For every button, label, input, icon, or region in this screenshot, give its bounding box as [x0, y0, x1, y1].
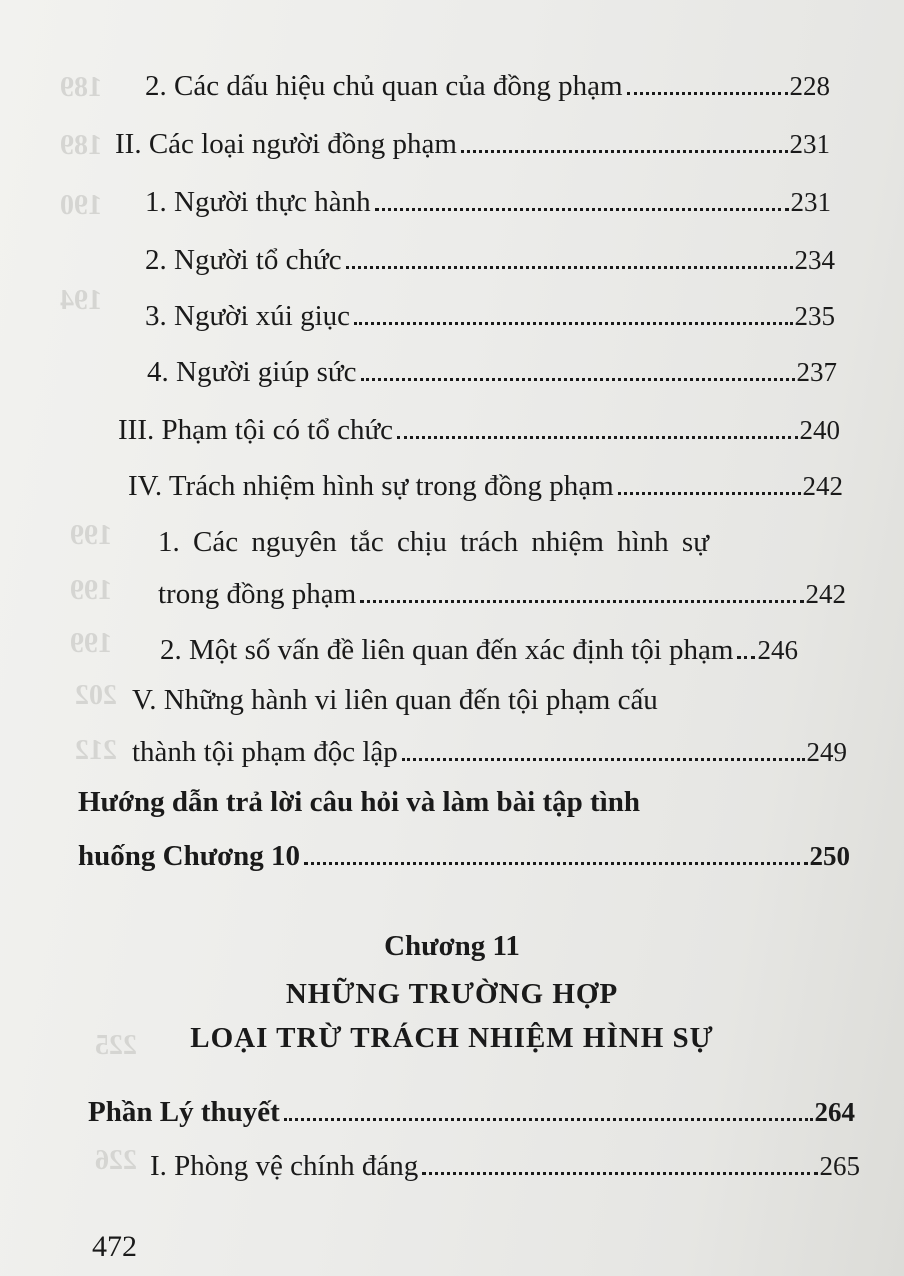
show-through-number: 199: [70, 520, 112, 551]
leader-dots: [375, 208, 789, 211]
toc-entry-page: 242: [802, 471, 843, 501]
leader-dots: [304, 862, 807, 865]
toc-entry-page: 242: [805, 579, 846, 609]
show-through-number: 189: [60, 130, 102, 161]
toc-entry: [145, 302, 835, 331]
toc-entry: [132, 738, 847, 767]
leader-dots: [361, 378, 795, 381]
show-through-number: 199: [70, 628, 112, 659]
toc-entry-page: 235: [794, 301, 835, 331]
toc-entry-title: I. Phòng vệ chính đáng: [150, 1150, 419, 1182]
show-through-number: 212: [75, 735, 117, 766]
toc-entry: [150, 1152, 860, 1181]
toc-entry-title: IV. Trách nhiệm hình sự trong đồng phạm: [128, 470, 614, 502]
chapter-label: Chương 11: [384, 930, 520, 962]
toc-entry: [128, 472, 843, 501]
toc-entry-title: 2. Một số vấn đề liên quan đến xác định tội phạm: [160, 634, 734, 666]
show-through-number: 225: [95, 1030, 137, 1061]
toc-entry: [115, 130, 830, 159]
leader-dots: [618, 492, 801, 495]
toc-entry-title: 2. Người tổ chức: [145, 244, 342, 276]
toc-entry: [78, 842, 850, 871]
toc-entry-title-line1: V. Những hành vi liên quan đến tội phạm cấu: [132, 684, 658, 716]
toc-entry-title-line2: thành tội phạm độc lập: [132, 736, 398, 768]
leader-dots: [737, 656, 755, 659]
toc-entry: [145, 72, 830, 101]
toc-entry: [118, 416, 840, 445]
toc-entry-page: 264: [814, 1097, 855, 1127]
toc-entry-title-line1: 1. Các nguyên tắc chịu trách nhiệm hình sự: [158, 526, 709, 558]
toc-entry-title: 2. Các dấu hiệu chủ quan của đồng phạm: [145, 70, 623, 102]
leader-dots: [354, 322, 792, 325]
show-through-number: 202: [75, 680, 117, 711]
toc-entry: [160, 636, 850, 665]
toc-entry-title-line2: huống Chương 10: [78, 840, 301, 872]
toc-entry-page: 231: [790, 187, 831, 217]
toc-entry-title: 4. Người giúp sức: [147, 356, 357, 388]
toc-entry-title: Phần Lý thuyết: [88, 1096, 280, 1128]
leader-dots: [284, 1118, 813, 1121]
page-number: 472: [92, 1230, 137, 1263]
leader-dots: [360, 600, 803, 603]
leader-dots: [397, 436, 797, 439]
toc-entry: [145, 188, 831, 217]
show-through-number: 189: [60, 72, 102, 103]
toc-entry-title: 3. Người xúi giục: [145, 300, 351, 332]
show-through-number: 199: [70, 575, 112, 606]
toc-entry-title: 1. Người thực hành: [145, 186, 371, 218]
toc-entry-page: 234: [794, 245, 835, 275]
leader-dots: [627, 92, 788, 95]
toc-entry-page: 237: [796, 357, 837, 387]
leader-dots: [346, 266, 793, 269]
show-through-number: 190: [60, 190, 102, 221]
toc-entry-title: III. Phạm tội có tổ chức: [118, 414, 394, 446]
toc-entry-page: 265: [819, 1151, 860, 1181]
toc-entry: [145, 246, 835, 275]
toc-entry-page: 228: [789, 71, 830, 101]
leader-dots: [402, 758, 805, 761]
toc-entry-page: 246: [757, 635, 798, 665]
chapter-title-line2: LOẠI TRỪ TRÁCH NHIỆM HÌNH SỰ: [190, 1022, 714, 1054]
toc-entry-title-line2: trong đồng phạm: [158, 578, 357, 610]
toc-entry-title: II. Các loại người đồng phạm: [115, 128, 457, 160]
toc-entry: [147, 358, 837, 387]
toc-entry: [88, 1098, 855, 1127]
toc-entry-page: 249: [806, 737, 847, 767]
leader-dots: [422, 1172, 817, 1175]
toc-entry-page: 231: [789, 129, 830, 159]
leader-dots: [461, 150, 788, 153]
show-through-number: 226: [95, 1145, 137, 1176]
toc-entry-page: 240: [799, 415, 840, 445]
show-through-number: 194: [60, 285, 102, 316]
chapter-title-line1: NHỮNG TRƯỜNG HỢP: [285, 978, 619, 1010]
toc-entry: [158, 580, 846, 609]
toc-entry-title-line1: Hướng dẫn trả lời câu hỏi và làm bài tập tình: [78, 786, 640, 818]
toc-entry-page: 250: [809, 841, 850, 871]
